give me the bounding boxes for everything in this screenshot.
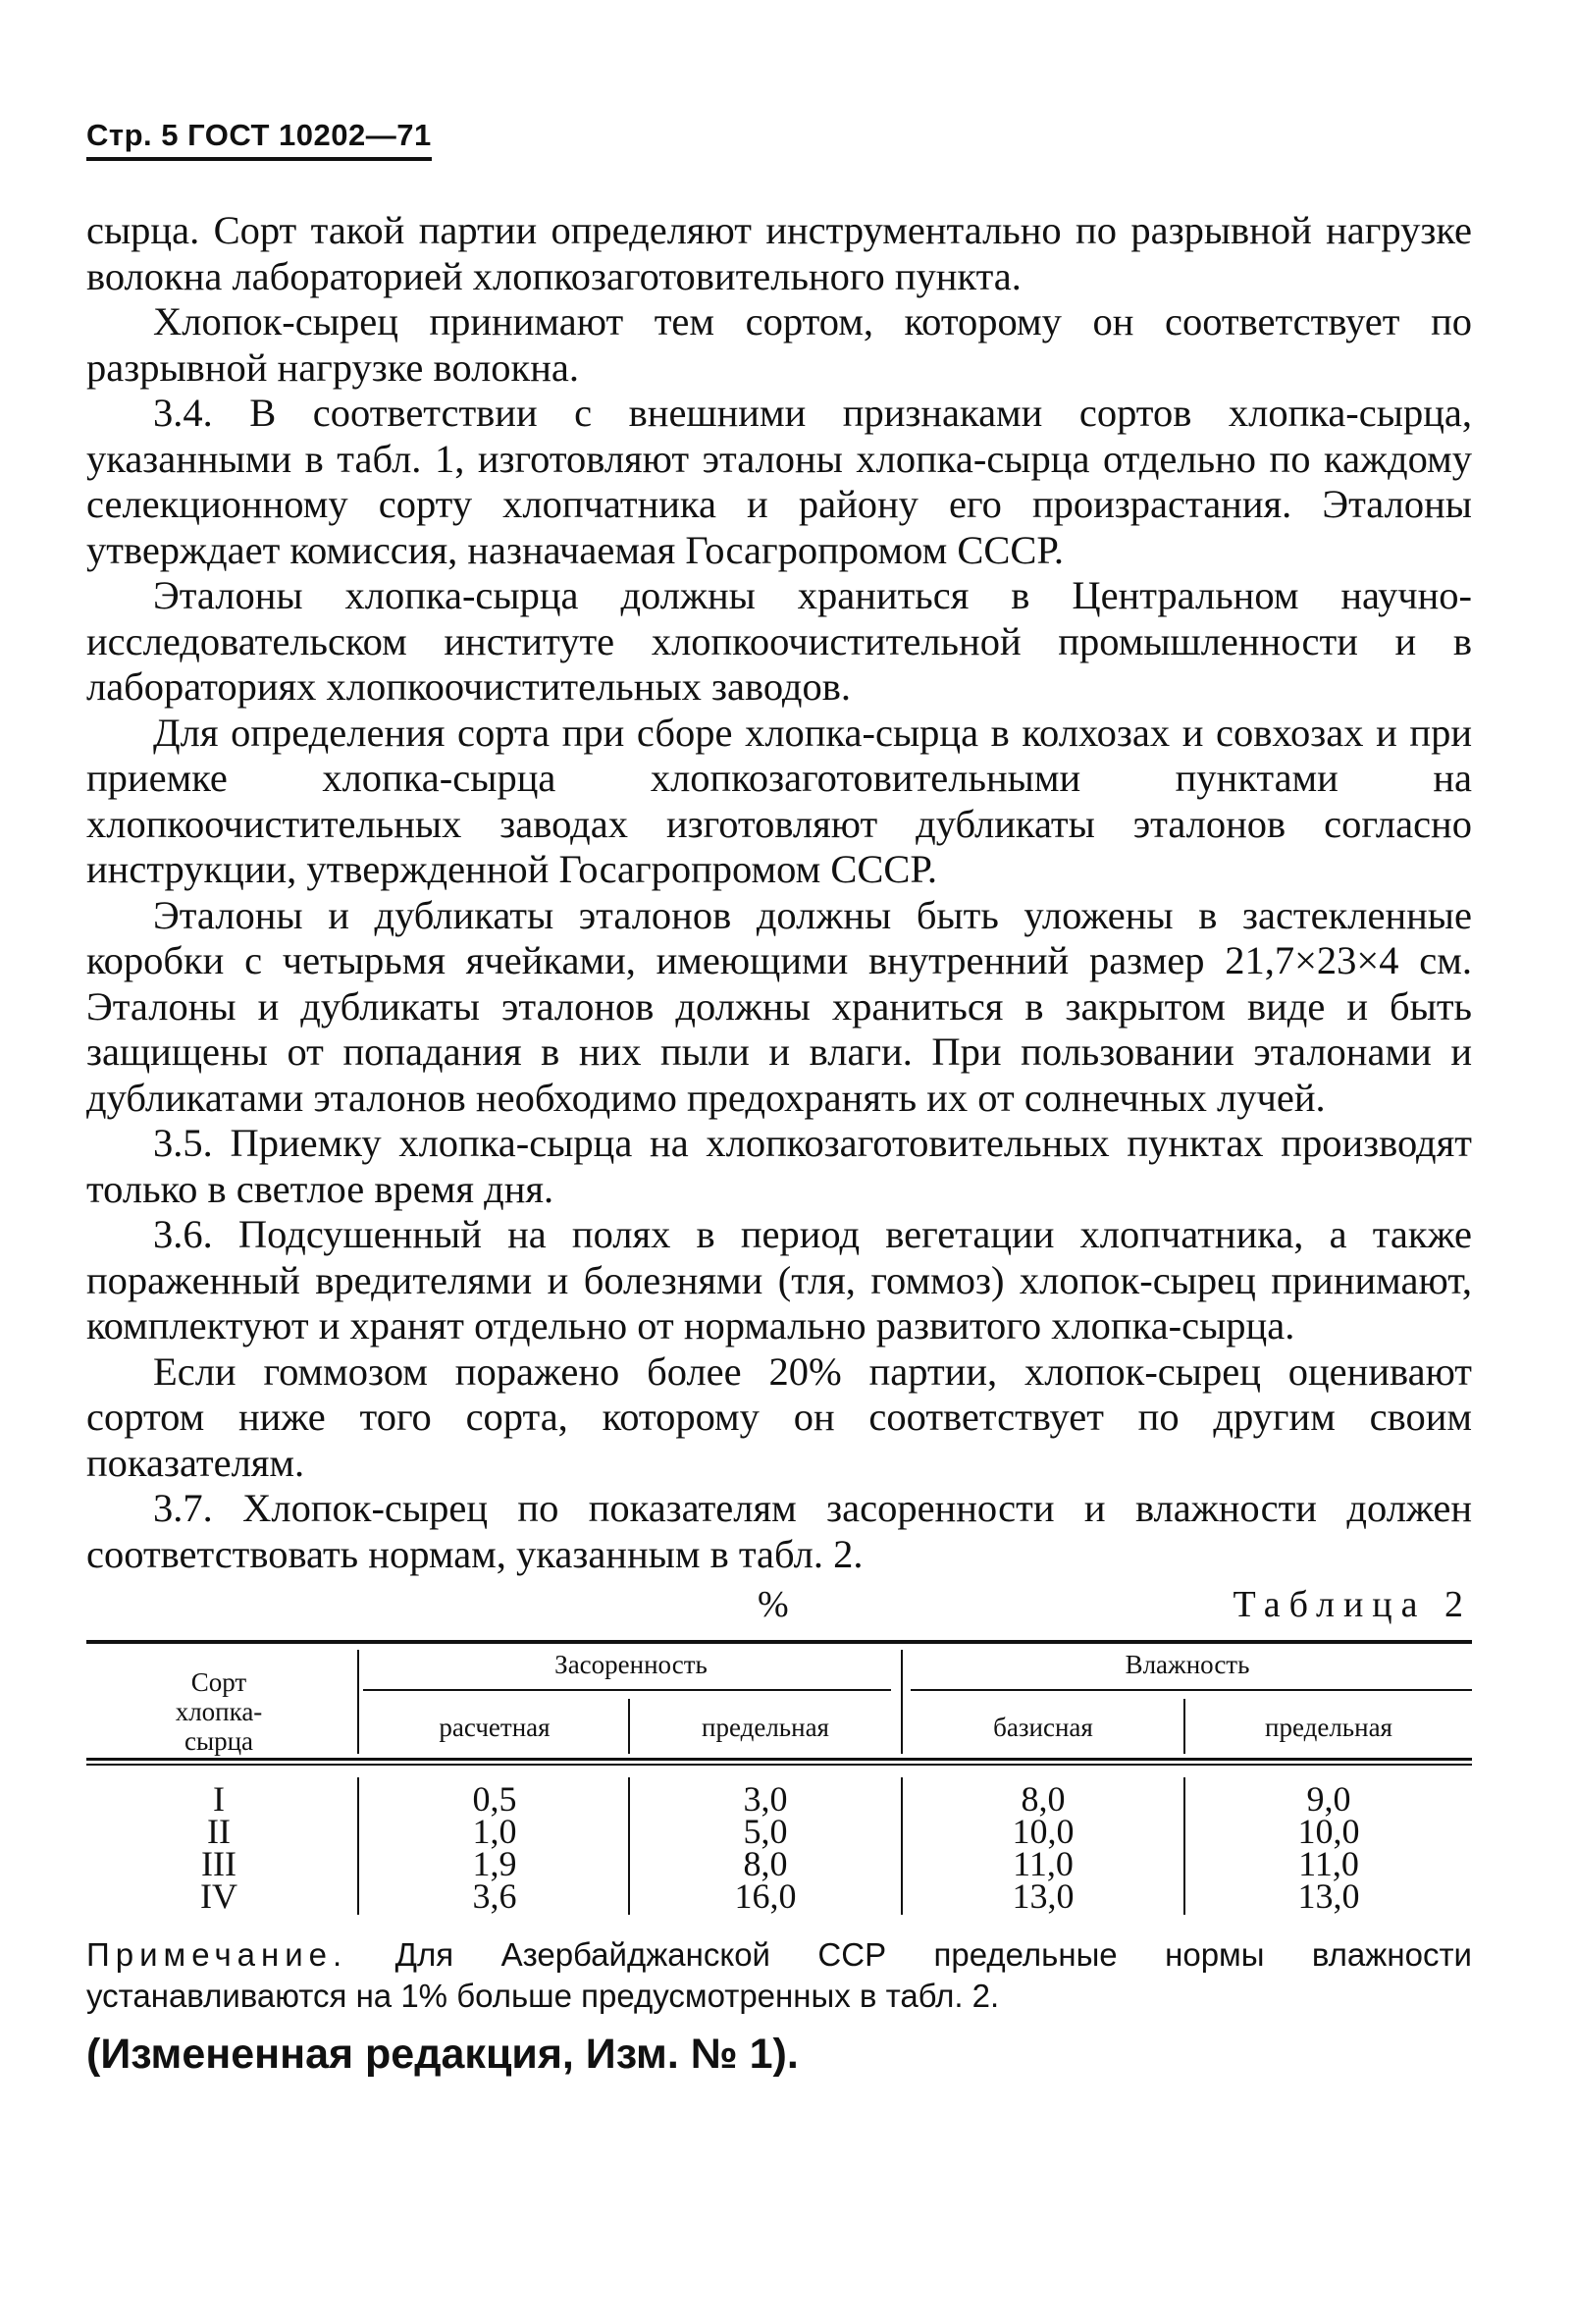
table-note <box>86 1934 1472 2017</box>
cell-value: 11,0 <box>1298 1844 1359 1883</box>
cell-grade: IV <box>200 1876 237 1916</box>
cell-value: 16,0 <box>734 1876 797 1916</box>
col-grade <box>86 1779 351 1916</box>
note-text: Для Азербайджанской ССР предельные нормы влажности устанавливаются на 1% больше предусмотренных в табл. 2. <box>86 1936 1472 2014</box>
cell-value: 1,9 <box>472 1844 517 1883</box>
cell-value: 8,0 <box>743 1844 788 1883</box>
cell-value: 1,0 <box>472 1812 517 1851</box>
col-contamination-calc <box>361 1779 628 1916</box>
table-unit: % <box>758 1584 789 1625</box>
table-subheader-rule-left <box>363 1689 891 1691</box>
header-contamination: Засоренность <box>554 1650 708 1679</box>
paragraph: сырца. Сорт такой партии определяют инструментально по разрывной нагрузке волокна лабораторией хлопкозаготовительного пункта. <box>86 208 1472 298</box>
header-contamination-calc: расчетная <box>439 1713 551 1742</box>
paragraph-3-7: 3.7. Хлопок-сырец по показателям засоренности и влажности должен соответствовать нормам, указанным в табл. 2. <box>86 1486 1472 1576</box>
cell-value: 10,0 <box>1012 1812 1075 1851</box>
note-label: Примечание. <box>86 1936 348 1973</box>
cell-grade: I <box>213 1779 225 1819</box>
paragraph: Если гоммозом поражено более 20% партии, хлопок-сырец оценивают сортом ниже того сорта, которому он соответствует по другим своим показателям. <box>86 1348 1472 1485</box>
cell-value: 13,0 <box>1297 1876 1360 1916</box>
cell-value: 10,0 <box>1297 1812 1360 1851</box>
paragraph: Эталоны хлопка-сырца должны храниться в Центральном научно-исследовательском институте хлопкоочистительной промышленности и в лабораториях хлопкоочистительных заводов. <box>86 573 1472 709</box>
table-subheader-rule-right <box>911 1689 1472 1691</box>
table-caption-row <box>86 1577 1472 1632</box>
document-page <box>86 116 1472 2082</box>
table-col-divider <box>357 1650 359 1754</box>
paragraph-3-5: 3.5. Приемку хлопка-сырца на хлопкозаготовительных пунктах производят только в светлое время дня. <box>86 1121 1472 1211</box>
cell-value: 5,0 <box>743 1812 788 1851</box>
header-grade: Сорт хлопка-сырца <box>175 1667 263 1756</box>
cell-value: 3,6 <box>472 1876 517 1916</box>
cell-value: 11,0 <box>1013 1844 1074 1883</box>
cell-value: 0,5 <box>472 1779 517 1819</box>
col-contamination-limit <box>630 1779 901 1916</box>
paragraph: Для определения сорта при сборе хлопка-сырца в колхозах и совхозах и при приемке хлопка-сырца хлопкозаготовительными пунктами на хлопкоочистительных заводах изготовляют дубликаты эталонов согласно инструкции, утвержденной Госагропромом СССР. <box>86 710 1472 891</box>
cell-value: 9,0 <box>1306 1779 1351 1819</box>
header-moisture-base: базисная <box>993 1713 1093 1742</box>
header-moisture: Влажность <box>1125 1650 1250 1679</box>
table-label: Таблица 2 <box>1233 1584 1472 1625</box>
table-col-divider <box>357 1777 359 1915</box>
paragraph: Хлопок-сырец принимают тем сортом, которому он соответствует по разрывной нагрузке волокна. <box>86 299 1472 390</box>
col-moisture-limit <box>1185 1779 1472 1916</box>
cell-grade: III <box>201 1844 236 1883</box>
page-header: Стр. 5 ГОСТ 10202—71 <box>86 116 432 161</box>
header-moisture-limit: предельная <box>1265 1713 1392 1742</box>
paragraph-3-6: 3.6. Подсушенный на полях в период вегетации хлопчатника, а также пораженный вредителями и болезнями (тля, гоммоз) хлопок-сырец принимают, комплектуют и хранят отдельно от нормально развитого хлопка-сырца. <box>86 1212 1472 1347</box>
body-text <box>86 208 1472 1577</box>
paragraph: Эталоны и дубликаты эталонов должны быть уложены в застекленные коробки с четырьмя ячейками, имеющими внутренний размер 21,7×23×4 см. Эталоны и дубликаты эталонов должны храниться в закрытом виде и быть защищены от попадания в них пыли и влаги. При пользовании эталонами и дубликатами эталонов необходимо предохранять их от солнечных лучей. <box>86 892 1472 1120</box>
table-top-rule <box>86 1640 1472 1644</box>
cell-value: 8,0 <box>1021 1779 1066 1819</box>
header-contamination-limit: предельная <box>702 1713 829 1742</box>
table-2 <box>86 1640 1472 1921</box>
cell-value: 13,0 <box>1012 1876 1075 1916</box>
table-header-bottom-rule-2 <box>86 1764 1472 1766</box>
paragraph-3-4: 3.4. В соответствии с внешними признаками сортов хлопка-сырца, указанными в табл. 1, изготовляют эталоны хлопка-сырца отдельно по каждому селекционному сорту хлопчатника и району его произрастания. Эталоны утверждает комиссия, назначаемая Госагропромом СССР. <box>86 391 1472 572</box>
col-moisture-base <box>903 1779 1183 1916</box>
cell-value: 3,0 <box>743 1779 788 1819</box>
table-header-bottom-rule <box>86 1758 1472 1761</box>
amendment-note: (Измененная редакция, Изм. № 1). <box>86 2031 799 2078</box>
cell-grade: II <box>207 1812 231 1851</box>
